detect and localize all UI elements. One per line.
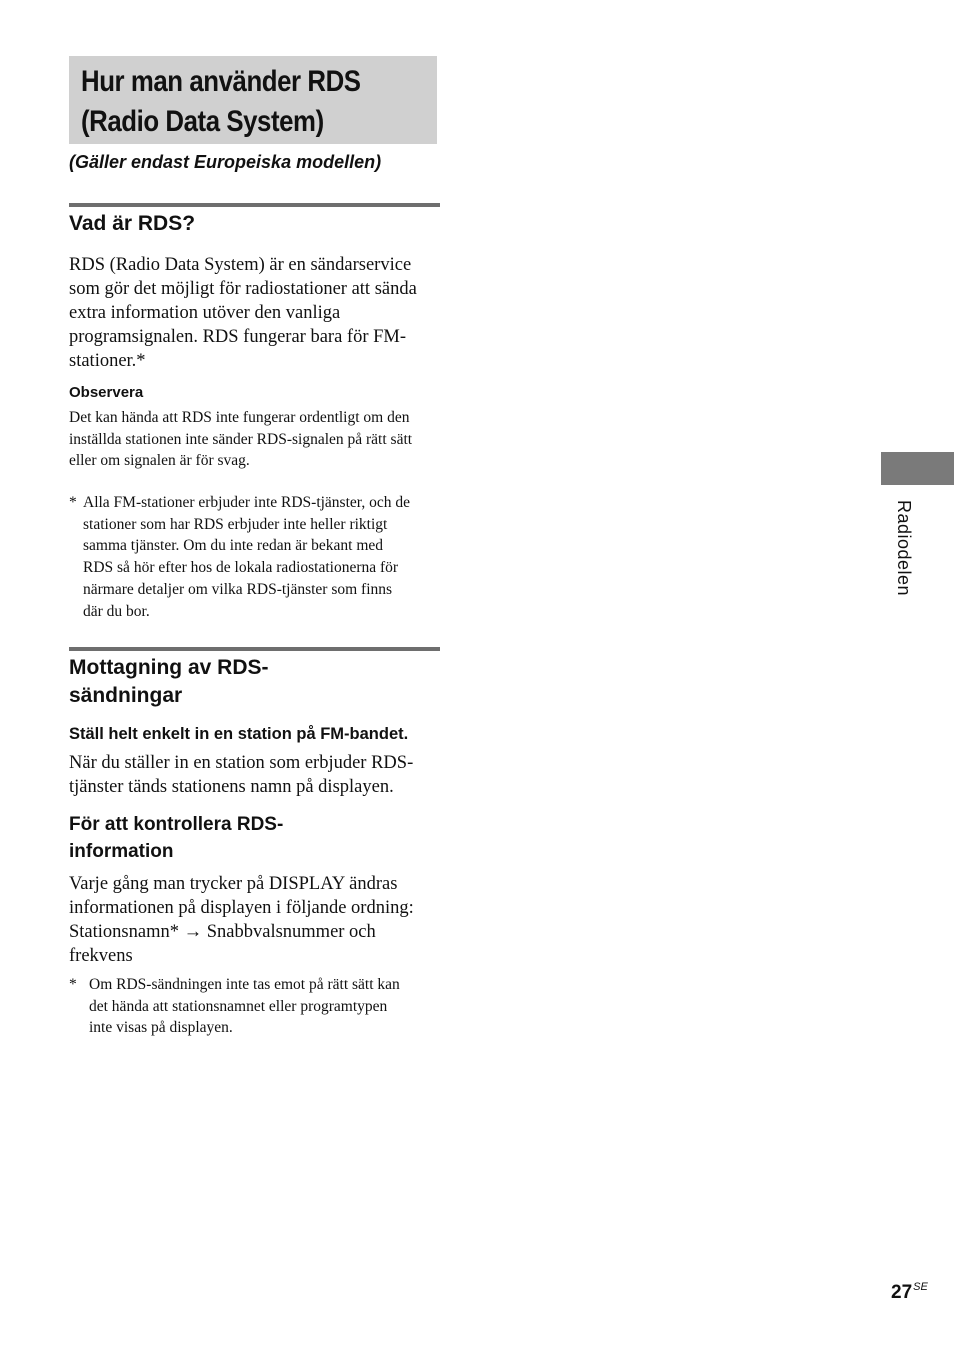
text-line: extra information utöver den vanliga (69, 303, 341, 323)
text-line: tjänster tänds stationens namn på displayen. (69, 777, 394, 797)
instruction-step: Ställ helt enkelt in en station på FM-bandet. (69, 725, 409, 743)
footnote-text (83, 492, 441, 622)
text-line: frekvens (69, 946, 133, 966)
page-number-value: 27 (891, 1282, 913, 1303)
footnote-text (89, 974, 441, 1039)
heading-line: För att kontrollera RDS- (69, 814, 284, 835)
arrow-right-icon: → (183, 922, 203, 942)
text-line: samma tjänster. Om du inte redan är bekant med (83, 537, 384, 555)
note-label: Observera (69, 384, 144, 401)
text-line: inte visas på displayen. (89, 1019, 233, 1037)
text-line: informationen på displayen i följande ordning: (69, 898, 414, 918)
footnote-mark: * (69, 494, 77, 511)
intro-paragraph (69, 253, 441, 373)
text-line: Varje gång man trycker på DISPLAY ändras (69, 874, 398, 894)
section-heading-what-is-rds: Vad är RDS? (69, 212, 196, 235)
title-line-1: Hur man använder RDS (81, 65, 361, 98)
footnote-station-name (69, 974, 441, 1039)
page-language-suffix: SE (913, 1281, 928, 1293)
text-line: Om RDS-sändningen inte tas emot på rätt sätt kan (89, 976, 400, 993)
text-line: stationer som har RDS erbjuder inte heller riktigt (83, 515, 388, 533)
text-line: Stationsnamn* (69, 922, 179, 942)
text-line: Snabbvalsnummer och (206, 922, 376, 942)
side-tab-marker (881, 452, 954, 485)
text-line: det hända att stationsnamnet eller programtypen (89, 997, 388, 1015)
text-line: Det kan hända att RDS inte fungerar ordentligt om den (69, 409, 410, 426)
title-box (69, 56, 437, 144)
footnote-rds-services (69, 492, 441, 622)
heading-line: Mottagning av RDS- (69, 656, 269, 679)
text-line: stationer.* (69, 351, 146, 371)
subsection-heading-check-rds (69, 811, 283, 865)
page-number (891, 1281, 928, 1304)
side-tab-label: Radiodelen (894, 500, 914, 597)
receiving-paragraph (69, 751, 441, 799)
text-line: programsignalen. RDS fungerar bara för FM- (69, 327, 407, 347)
section-divider (69, 203, 440, 207)
heading-line: sändningar (69, 684, 183, 707)
display-paragraph (69, 872, 441, 968)
text-line: där du bor. (83, 602, 150, 620)
heading-line: information (69, 841, 174, 862)
text-line: RDS så hör efter hos de lokala radiostationerna för (83, 559, 399, 577)
subtitle: (Gäller endast Europeiska modellen) (69, 152, 382, 172)
text-line: Alla FM-stationer erbjuder inte RDS-tjänster, och de (83, 494, 410, 511)
section-divider (69, 647, 440, 651)
text-line: närmare detaljer om vilka RDS-tjänster som finns (83, 580, 393, 598)
text-line: inställda stationen inte sänder RDS-signalen på rätt sätt (69, 430, 413, 448)
footnote-mark: * (69, 976, 77, 993)
title-line-2: (Radio Data System) (81, 105, 324, 138)
text-line: eller om signalen är för svag. (69, 452, 250, 470)
note-text (69, 407, 441, 472)
text-line: När du ställer in en station som erbjuder RDS- (69, 753, 414, 773)
page-title (81, 62, 387, 142)
section-heading-receiving-rds (69, 654, 269, 710)
text-line: RDS (Radio Data System) är en sändarservice (69, 255, 412, 275)
text-line: som gör det möjligt för radiostationer att sända (69, 279, 417, 299)
